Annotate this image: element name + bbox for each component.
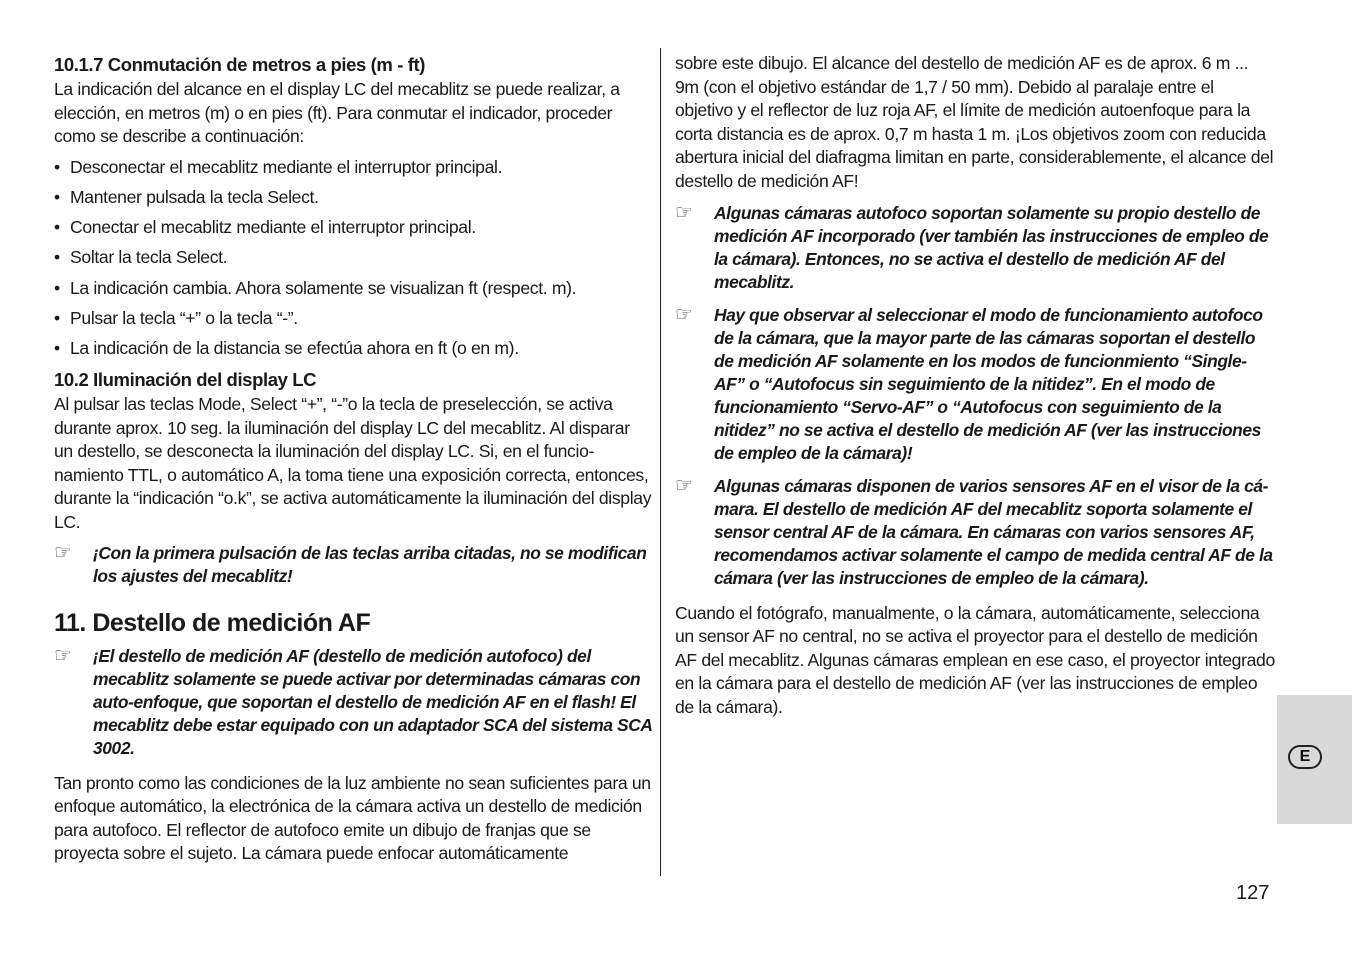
list-item: • Conectar el mecablitz mediante el interruptor principal. [54, 217, 476, 238]
list-item: • Mantener pulsada la tecla Select. [54, 186, 319, 207]
note [675, 304, 1275, 465]
section-heading-display-light: 10.2 Iluminación del display LC [54, 369, 317, 391]
page-number: 127 [1236, 882, 1270, 904]
note-text: ¡Con la primera pulsación de las teclas arriba citadas, no se modifican los ajustes del mecablitz! [93, 542, 647, 586]
section-paragraph: Al pulsar las teclas Mode, Select “+”, “-”o la tecla de preselección, se activa durante aprox. 10 seg. la iluminación del display LC del mecablitz. Al disparar un destello, se desconecta la iluminación del display LC. Si, en el funcionamiento TTL, o automático A, la toma tiene una exposición correcta, entonces, durante la “indicación “o.k”, se activa automáticamente la iluminación del display LC. [54, 394, 652, 533]
list-item: • La indicación cambia. Ahora solamente se visualizan ft (respect. m). [54, 277, 577, 298]
section-heading-meters-feet: 10.1.7 Conmutación de metros a pies (m - ft) [54, 54, 425, 75]
note [54, 645, 652, 760]
note-text: Hay que observar al seleccionar el modo de funcionamiento autofoco de la cámara, que la mayor parte de las cámaras soportan el destello de medición AF solamente en los modos de funcionmiento “Single-AF” o “Autofocus sin seguimiento de la nitidez”. En el modo de funcionamiento “Servo-AF” o “Autofocus con seguimiento de la nitidez” no se activa el destello de medición AF (ver las instrucciones de empleo de la cámara)! [714, 304, 1263, 463]
pointing-hand-icon: ☞ [675, 474, 693, 497]
column-divider [660, 48, 661, 876]
pointing-hand-icon: ☞ [675, 201, 693, 224]
section-paragraph: Tan pronto como las condiciones de la luz ambiente no sean suficientes para un enfoque automático, la electrónica de la cámara activa un destello de medición para autofoco. El reflector de autofoco emite un dibujo de franjas que se proyecta sobre el sujeto. La cámara puede enfocar automáticamente [54, 772, 651, 864]
note-text: ¡El destello de medición AF (destello de medición autofoco) del mecablitz solamente se puede activar por determinadas cámaras con auto-enfoque, que soportan el destello de medición AF en el flash! El mecablitz debe estar equipado con un adaptador SCA del sistema SCA 3002. [93, 645, 652, 758]
chapter-heading-af: 11. Destello de medición AF [54, 608, 371, 637]
note [675, 202, 1275, 294]
pointing-hand-icon: ☞ [54, 541, 72, 564]
section-paragraph: La indicación del alcance en el display LC del mecablitz se puede realizar, a elección, en metros (m) o en pies (ft). Para conmutar el indicador, proceder como se describe a continuación: [54, 79, 620, 147]
note [675, 475, 1275, 590]
note-text: Algunas cámaras disponen de varios sensores AF en el visor de la cámara. El destello de medición AF del mecablitz soporta solamente el sensor central AF de la cámara. En cámaras con varios sensores AF, recomendamos activar solamente el campo de medida central AF de la cámara (ver las instrucciones de empleo de la cámara). [714, 475, 1273, 588]
pointing-hand-icon: ☞ [675, 303, 693, 326]
note [54, 542, 652, 588]
language-badge: E [1288, 745, 1322, 769]
left-column [54, 52, 652, 866]
list-item: • La indicación de la distancia se efectúa ahora en ft (o en m). [54, 337, 519, 358]
section-paragraph: Cuando el fotógrafo, manualmente, o la cámara, automáticamente, selecciona un sensor AF no central, no se activa el proyector para el destello de medición AF del mecablitz. Algunas cámaras emplean en ese caso, el proyector integrado en la cámara para el destello de medición AF (ver las instrucciones de empleo de la cámara). [675, 602, 1275, 717]
section-paragraph: sobre este dibujo. El alcance del destello de medición AF es de aprox. 6 m ... 9m (con el objetivo estándar de 1,7 / 50 mm). Debido al paralaje entre el objetivo y el reflector de luz roja AF, el límite de medición autoenfoque para la corta distancia es de aprox. 0,7 m hasta 1 m. ¡Los objetivos zoom con reducida abertura inicial del diafragma limitan en parte, considerablemente, el alcance del destello de medición AF! [675, 53, 1274, 191]
list-item: • Pulsar la tecla “+” o la tecla “-”. [54, 307, 298, 328]
list-item: • Soltar la tecla Select. [54, 247, 228, 268]
list-item: • Desconectar el mecablitz mediante el interruptor principal. [54, 156, 503, 177]
right-column [675, 52, 1275, 720]
note-text: Algunas cámaras autofoco soportan solamente su propio destello de medición AF incorporado (ver también las instrucciones de empleo de la cámara). Entonces, no se activa el destello de medición AF del mecablitz. [714, 202, 1269, 292]
pointing-hand-icon: ☞ [54, 644, 72, 667]
steps-list [54, 156, 652, 361]
